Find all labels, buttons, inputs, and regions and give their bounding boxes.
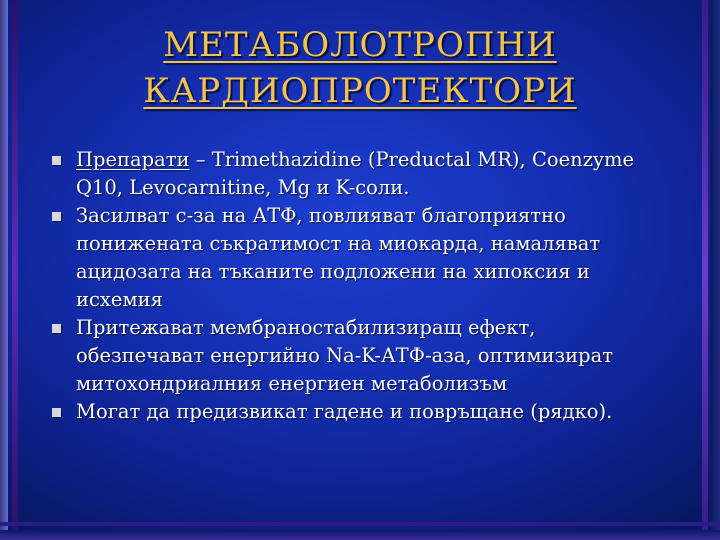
square-bullet-icon <box>52 324 61 333</box>
left-decorative-bar-inner <box>12 0 18 540</box>
bullet-text: Притежават мембраностабилизиращ ефект, обезпечават енергийно Na-K-АТФ-аза, оптимизират митохондриалния енергиен метаболизъм <box>76 316 614 395</box>
bullet-text: Засилват с-за на АТФ, повлияват благоприятно понижената съкратимост на миокарда, намаляват ацидозата на тъканите подложени на хипоксия и исхемия <box>76 204 601 311</box>
square-bullet-icon <box>52 408 61 417</box>
left-decorative-bar <box>0 0 8 540</box>
bullet-item-preparations <box>48 146 668 202</box>
square-bullet-icon <box>52 212 61 221</box>
slide-title-line-1: МЕТАБОЛОТРОПНИ <box>163 25 557 65</box>
bullet-item-membrane-effect <box>48 314 668 398</box>
bullet-text: Могат да предизвикат гадене и повръщане (рядко). <box>76 400 613 423</box>
bullet-item-atp-synthesis <box>48 202 668 314</box>
bullet-text: – Trimethazidine (Preductal MR), Coenzyme Q10, Levocarnitine, Mg и K-соли. <box>76 148 635 199</box>
bottom-decorative-bar <box>0 530 720 540</box>
slide-title <box>40 22 680 114</box>
bullet-item-side-effects <box>48 398 668 426</box>
right-decorative-bar-inner <box>702 0 708 540</box>
right-decorative-bar <box>710 0 720 540</box>
bottom-decorative-bar-inner <box>0 522 720 526</box>
bullet-list <box>48 146 668 426</box>
bullet-label-preparations: Препарати <box>76 148 190 171</box>
slide-title-line-2: КАРДИОПРОТЕКТОРИ <box>143 71 577 111</box>
square-bullet-icon <box>52 156 61 165</box>
